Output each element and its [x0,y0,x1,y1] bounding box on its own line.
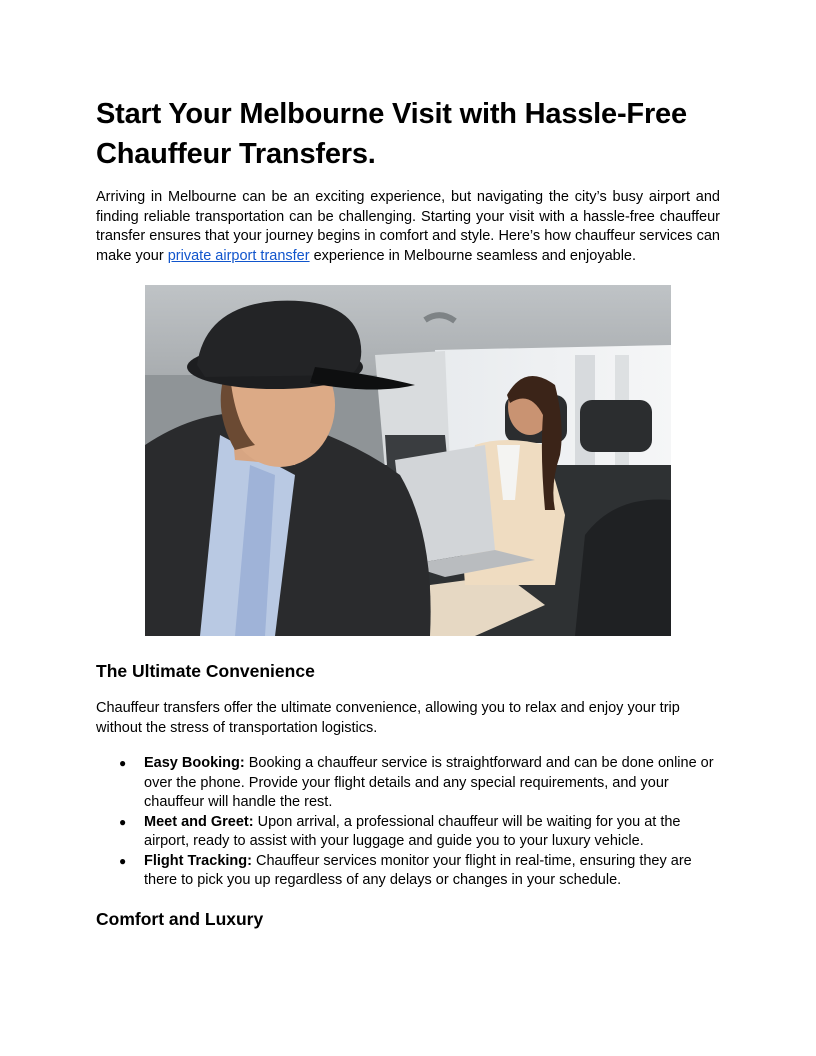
section-heading-comfort: Comfort and Luxury [96,909,264,929]
bullet-text: Chauffeur services monitor your flight in real-time, ensuring they are there to pick you up regardless of any delays or changes in your schedule. [144,852,692,888]
bullet-dot-icon: ● [119,756,127,770]
bullet-text: Upon arrival, a professional chauffeur will be waiting for you at the airport, ready to assist with your luggage and guide you to your luxury vehicle. [144,813,681,849]
convenience-paragraph: Chauffeur transfers offer the ultimate convenience, allowing you to relax and enjoy your trip without the stress of transportation logistics. [96,700,680,736]
chauffeur-photo [145,285,671,636]
intro-text-end: experience in Melbourne seamless and enjoyable. [309,247,637,264]
bullet-flight-tracking [96,852,724,891]
bullet-meet-and-greet [96,813,724,852]
intro-paragraph [96,188,720,266]
bullet-label: Easy Booking: [144,755,245,771]
bullet-label: Flight Tracking: [144,852,252,869]
section-heading-convenience: The Ultimate Convenience [96,661,315,681]
bullet-easy-booking [96,754,724,813]
convenience-bullet-list [96,754,724,891]
bullet-dot-icon: ● [119,814,127,829]
bullet-dot-icon: ● [119,853,127,868]
intro-text-start: Arriving in Melbourne can be an exciting experience, but navigating the city’s busy airport and finding reliable transportation can be challenging. Starting your visit with a hassle-free chauffeur transfer ensures that your journey begins in comfort and style. Here’s how chauffeur services can make your [96,189,720,264]
bullet-label: Meet and Greet: [144,813,254,830]
bullet-text: Booking a chauffeur service is straightforward and can be done online or over the phone. Provide your flight details and any special requirements, and your chauffeur will handle the rest. [144,755,714,810]
page-title: Start Your Melbourne Visit with Hassle-Free Chauffeur Transfers. [96,98,687,170]
private-airport-transfer-link[interactable]: private airport transfer [167,247,310,264]
